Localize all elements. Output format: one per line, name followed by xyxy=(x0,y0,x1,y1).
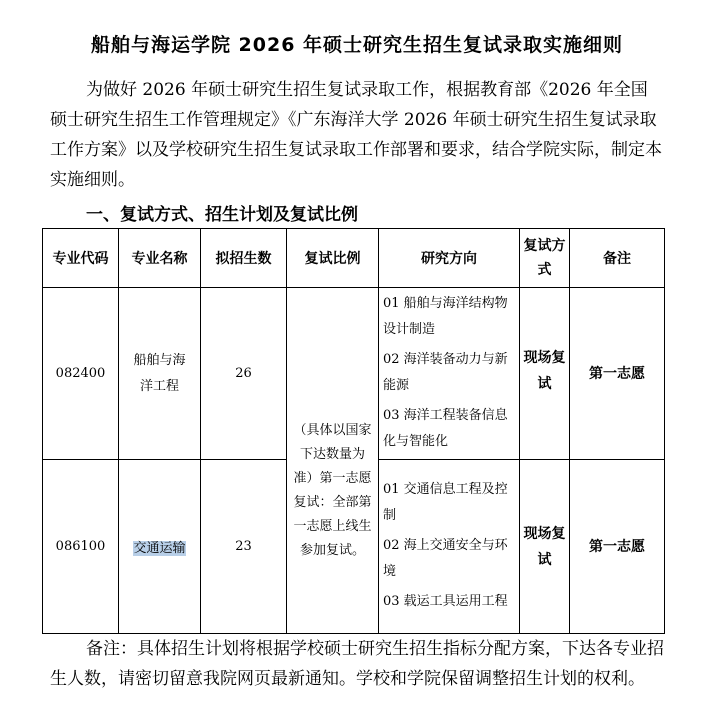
row2-name-text[interactable]: 交通运输 xyxy=(133,541,186,556)
row2-note: 第一志愿 xyxy=(570,460,665,634)
row2-code: 086100 xyxy=(43,460,119,634)
row1-direction-2: 02 海洋装备动力与新能源 xyxy=(383,351,508,393)
admission-plan-table xyxy=(42,228,665,634)
header-ratio: 复试比例 xyxy=(287,229,379,288)
row1-method: 现场复试 xyxy=(520,288,570,460)
row2-directions xyxy=(379,460,520,634)
row2-name xyxy=(119,460,201,634)
ratio-cell: （具体以国家下达数量为准）第一志愿复试：全部第一志愿上线生参加复试。 xyxy=(287,288,379,634)
section-heading: 一、复试方式、招生计划及复试比例 xyxy=(86,205,358,225)
row1-code: 082400 xyxy=(43,288,119,460)
row1-direction-1: 01 船舶与海洋结构物设计制造 xyxy=(383,295,508,337)
row2-method: 现场复试 xyxy=(520,460,570,634)
header-code: 专业代码 xyxy=(43,229,119,288)
row1-directions xyxy=(379,288,520,460)
table-header-row xyxy=(43,229,665,288)
table-row xyxy=(43,288,665,460)
document-title: 船舶与海运学院 2026 年硕士研究生招生复试录取实施细则 xyxy=(90,34,624,56)
footnote-paragraph: 备注：具体招生计划将根据学校硕士研究生招生指标分配方案，下达各专业招生人数，请密切留意我院网页最新通知。学校和学院保留调整招生计划的权利。 xyxy=(50,639,664,689)
row2-direction-2: 02 海上交通安全与环境 xyxy=(383,537,508,579)
row1-name xyxy=(119,288,201,460)
row2-direction-1: 01 交通信息工程及控制 xyxy=(383,481,508,523)
header-name: 专业名称 xyxy=(119,229,201,288)
header-plan: 拟招生数 xyxy=(201,229,287,288)
row1-name-text: 船舶与海洋工程 xyxy=(133,352,186,394)
header-method: 复试方式 xyxy=(520,229,570,288)
row1-note: 第一志愿 xyxy=(570,288,665,460)
header-note: 备注 xyxy=(570,229,665,288)
header-direction: 研究方向 xyxy=(379,229,520,288)
row1-direction-3: 03 海洋工程装备信息化与智能化 xyxy=(383,407,508,449)
intro-paragraph: 为做好 2026 年硕士研究生招生复试录取工作，根据教育部《2026 年全国硕士研究生招生工作管理规定》《广东海洋大学 2026 年硕士研究生招生复试录取工作方案》以及学校研究生招生复试录取工作部署和要求，结合学院实际，制定本实施细则。 xyxy=(50,80,662,190)
row1-plan: 26 xyxy=(201,288,287,460)
row2-direction-3: 03 载运工具运用工程 xyxy=(383,593,508,609)
row2-plan: 23 xyxy=(201,460,287,634)
